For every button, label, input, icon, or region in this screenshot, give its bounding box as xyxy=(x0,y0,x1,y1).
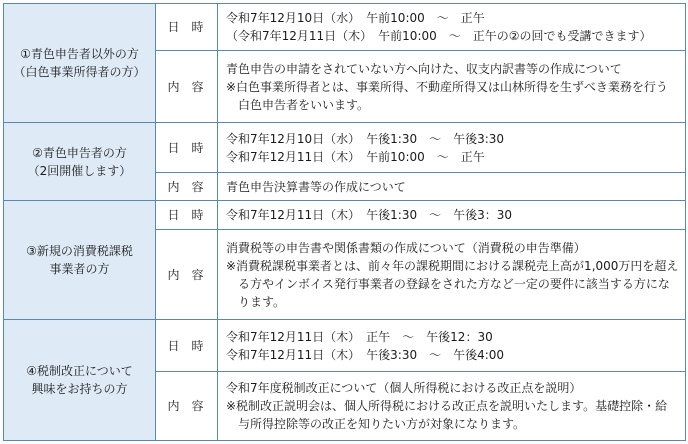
row-label-datetime: 日時 xyxy=(156,123,218,173)
row-content xyxy=(218,4,686,51)
content-line: 令和7年12月11日（木） 午後3:30 ～ 午後4:00 xyxy=(226,347,505,362)
table-row xyxy=(4,123,686,173)
table-row xyxy=(4,201,686,230)
seminar-schedule-table xyxy=(3,3,686,441)
content-line: 令和7年12月10日（水） 午前10:00 ～ 正午 xyxy=(226,11,485,25)
content-line: （令和7年12月11日（木） 午前10:00 ～ 正午の②の回でも受講できます） xyxy=(226,29,652,43)
table-row xyxy=(4,4,686,51)
group-4-title xyxy=(4,320,156,441)
content-note: ※税制改正説明会は、個人所得税における改正点を説明いたします。基礎控除・給与所得控除等の改正を知りたい方が対象になります。 xyxy=(226,399,668,431)
group-title-line: ③新規の消費税課税 xyxy=(26,244,133,258)
content-line: 青色申告の申請をされていない方へ向けた、収支内訳書等の作成について xyxy=(226,61,622,76)
row-label-content: 内容 xyxy=(156,51,218,123)
content-line: 令和7年12月11日（木） 正午 ～ 午後12：30 xyxy=(226,329,493,344)
row-content xyxy=(218,320,686,372)
row-label-content: 内容 xyxy=(156,372,218,441)
content-note: ※白色事業所得者とは、事業所得、不動産所得又は山林所得を生ずべき業務を行う白色申告者をいいます。 xyxy=(226,79,668,112)
row-content xyxy=(218,372,686,441)
group-title-line: 事業者の方 xyxy=(49,262,110,276)
group-title-line: ④税制改正について xyxy=(26,364,133,378)
row-label-datetime: 日時 xyxy=(156,201,218,230)
group-title-line: ②青色申告者の方 xyxy=(32,145,127,160)
group-title-line: ①青色申告者以外の方 xyxy=(20,47,139,61)
row-content xyxy=(218,123,686,173)
content-note: ※消費税課税事業者とは、前々年の課税期間における課税売上高が1,000万円を超える方やインボイス発行事業者の登録をされた方など一定の要件に該当する方になります。 xyxy=(226,258,679,309)
row-label-content: 内容 xyxy=(156,173,218,201)
group-2-title xyxy=(4,123,156,201)
row-label-content: 内容 xyxy=(156,230,218,320)
content-line: 令和7年12月11日（木） 午後1:30 ～ 午後3：30 xyxy=(226,208,513,222)
group-title-line: 興味をお持ちの方 xyxy=(31,382,128,396)
row-content xyxy=(218,201,686,230)
group-1-title xyxy=(4,4,156,123)
group-3-title xyxy=(4,201,156,320)
content-line: 令和7年12月11日（木） 午前10:00 ～ 正午 xyxy=(226,149,485,164)
group-title-line: （2回開催します） xyxy=(27,163,132,178)
row-content xyxy=(218,230,686,320)
row-content xyxy=(218,173,686,201)
row-content xyxy=(218,51,686,123)
row-label-datetime: 日時 xyxy=(156,4,218,51)
content-line: 消費税等の申告書や関係書類の作成について（消費税の申告準備） xyxy=(226,240,586,255)
content-line: 青色申告決算書等の作成について xyxy=(226,179,406,194)
content-line: 令和7年12月10日（水） 午後1:30 ～ 午後3:30 xyxy=(226,131,505,146)
content-line: 令和7年度税制改正について（個人所得税における改正点を説明） xyxy=(226,381,582,395)
table-row xyxy=(4,320,686,372)
group-title-line: （白色事業所得者の方） xyxy=(13,65,146,79)
row-label-datetime: 日時 xyxy=(156,320,218,372)
